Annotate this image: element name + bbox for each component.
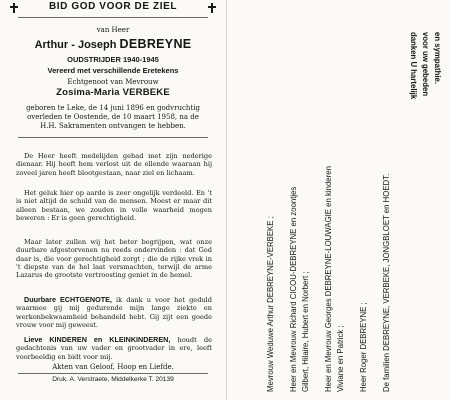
thanks-line: danken U hartelijk: [409, 32, 418, 100]
family-line: Heer en Mevrouw Richard CICOU-DEBREYNE en zoontjes: [289, 186, 298, 392]
divider-rule: [18, 17, 208, 18]
surname: DEBREYNE: [119, 37, 192, 51]
paragraph-mercy: De Heer heeft medelijden gehad met zijn nederige dienaar. Hij heeft hem verlost uit de ellende waaraan hij zoveel jaren heeft blootgestaan, naar ziel en lichaam.: [16, 152, 212, 177]
family-panel: [227, 0, 450, 400]
printer-line: Druk. A. Verstraete, Middelkerke T. 20139: [52, 376, 174, 383]
cross-icon: [208, 3, 216, 13]
paragraph-fortune: Het geluk hier op aarde is zeer ongelijk verdeeld. En 't is niet altijd de schuld van de mensen. Moest er maar dit alleen bestaan, we zouden in volle waarheid mogen beweren : Er is geen gerechtigheid.: [16, 189, 212, 222]
life-line: geboren te Leke, de 14 juni 1896 en godvruchtig: [26, 104, 200, 112]
veteran-title: OUDSTRIJDER 1940-1945: [67, 55, 159, 64]
family-line: Gilbert, Hilaire, Hubert en Norbert ;: [301, 271, 310, 392]
thanks-line: en sympathie.: [433, 32, 442, 84]
thanks-line: voor uw gebeden: [421, 32, 430, 97]
prayer-heading: BID GOD VOOR DE ZIEL: [48, 1, 178, 12]
van-heer-text: van Heer: [96, 26, 130, 34]
honor-line: Vereerd met verschillende Eretekens: [47, 66, 179, 75]
divider-rule: [18, 137, 208, 138]
family-line: Mevrouw Weduwe Arthur DEBREYNE-VERBEKE ;: [266, 216, 275, 392]
life-line: H.H. Sakramenten ontvangen te hebben.: [40, 122, 186, 130]
divider-rule: [18, 373, 208, 374]
acts-line: Akten van Geloof, Hoop en Liefde.: [52, 363, 174, 371]
paragraph-justice: Maar later zullen wij het beter begrijpen, wat onze duurbare afgestorvenen nu reeds ondervinden : dat God daar is, die voor gerechtigheid zorgt ; die de rijke vrek in 't diepste van de hel laat versmachten, terwijl de arme Lazarus de grootste vertroosting geniet in de hemel.: [16, 238, 212, 280]
card-header: [0, 1, 226, 15]
paragraph-spouse: Duurbare ECHTGENOTE, ik dank u voor het geduld waarmee gij mij gedurende mijn lange ziekte en werkonbekwaamheid behandeld hebt. Gij zijt een goede vrouw voor mij geweest.: [16, 295, 212, 329]
family-line: Heer en Mevrouw Georges DEBREYNE-LOUWAGIE en kinderen: [324, 166, 333, 392]
first-names: Arthur - Joseph: [34, 39, 117, 51]
spouse-intro: Echtgenoot van Mevrouw: [67, 78, 159, 86]
life-line: overleden te Oostende, de 10 maart 1958, na de: [27, 113, 199, 121]
family-line: Heer Roger DEBREYNE ;: [359, 302, 368, 392]
paragraph-children: Lieve KINDEREN en KLEINKINDEREN, houdt de gedachtenis van uw vader en grootvader in ere, leeft voorbeeldig en bidt voor mij.: [16, 335, 212, 361]
spouse-name: Zosima-Maria VERBEKE: [56, 87, 170, 98]
deceased-name: [0, 37, 226, 51]
family-line: De familien DEBREYNE, VERBEKE, JONGBLOET en HOEDT.: [382, 173, 391, 392]
family-line: Viviane en Patrick ;: [336, 325, 345, 392]
